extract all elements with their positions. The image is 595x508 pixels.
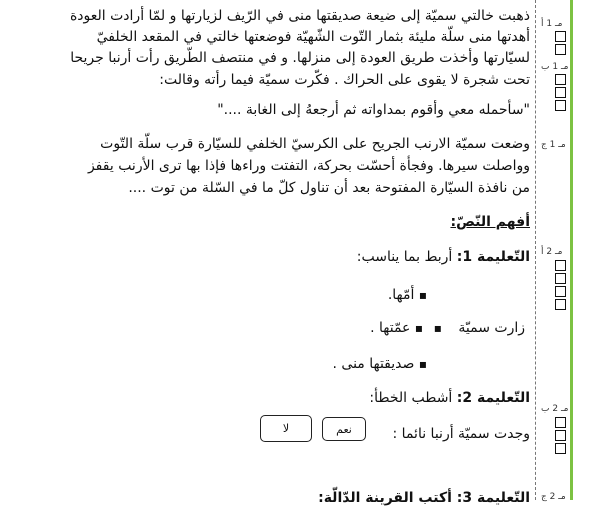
match-option-3[interactable] bbox=[333, 354, 428, 374]
passage-line: تحت شجرة لا يقوى على الحراك . فكّرت سميّة فيما رأته وقالت: bbox=[159, 72, 530, 88]
criterion-label-2b: مـ 2 ب bbox=[541, 404, 569, 414]
no-button[interactable]: لا bbox=[260, 415, 312, 442]
passage-line: من نافذة السيّارة المفتوحة بعد أن تناول كلّ ما في السّلة من توت .... bbox=[128, 180, 530, 196]
match-option-label: أمّها. bbox=[387, 287, 415, 303]
match-option-label: عمّتها . bbox=[370, 320, 411, 336]
criteria-divider bbox=[535, 0, 536, 500]
passage-line: أهدتها منى سلّة مليئة بثمار التّوت الشّهيّة فوضعتها خالتي في المقعد الخلفيّ bbox=[96, 29, 530, 45]
criterion-checkbox[interactable] bbox=[555, 443, 566, 454]
bullet-icon: ▪ bbox=[418, 357, 427, 371]
criterion-checkbox[interactable] bbox=[555, 31, 566, 42]
instruction-2 bbox=[369, 388, 530, 408]
instruction-2-label: التّعليمة 2: bbox=[456, 390, 530, 406]
passage-line: لسيّارتها وأخذت طريق العودة إلى منزلها. و في منتصف الطّريق رأت أرنبا جريحا bbox=[70, 50, 530, 66]
criterion-checkbox[interactable] bbox=[555, 260, 566, 271]
passage-quote: "سأحمله معي وأقوم بمداواته ثم أرجعهُ إلى الغابة ...." bbox=[217, 102, 530, 118]
passage-line: وضعت سميّة الارنب الجريح على الكرسيّ الخلفي للسيّارة قرب سلّة التّوت bbox=[100, 136, 530, 152]
criterion-checkbox[interactable] bbox=[555, 273, 566, 284]
instruction-2-text: أشطب الخطأ: bbox=[369, 390, 453, 406]
instruction-1-text: أربط بما يناسب: bbox=[356, 249, 453, 265]
criterion-label-1b: مـ 1 ب bbox=[541, 62, 569, 72]
criterion-label-1a: مـ 1 أ bbox=[541, 19, 563, 29]
match-option-label: صديقتها منى . bbox=[332, 356, 415, 372]
yes-button[interactable]: نعم bbox=[322, 417, 366, 441]
criterion-checkbox[interactable] bbox=[555, 74, 566, 85]
match-left-item[interactable] bbox=[434, 318, 525, 338]
passage-line: ذهبت خالتي سميّة إلى ضيعة صديقتها منى في الرّيف لزيارتها و لمّا أرادت العودة bbox=[69, 8, 530, 24]
passage-line: وواصلت سيرها. وفجأة أحسّت بحركة، التفتت وراءها فإذا بها ترى الأرنب يقفز bbox=[87, 158, 530, 174]
criterion-checkbox[interactable] bbox=[555, 286, 566, 297]
criterion-checkbox[interactable] bbox=[555, 299, 566, 310]
bullet-icon: ▪ bbox=[418, 288, 427, 302]
criterion-checkbox[interactable] bbox=[555, 430, 566, 441]
match-option-1[interactable] bbox=[388, 285, 427, 305]
statement-text: وجدت سميّة أرنبا نائما : bbox=[392, 426, 530, 442]
criterion-checkbox[interactable] bbox=[555, 100, 566, 111]
criterion-label-1c: مـ 1 ج bbox=[541, 140, 566, 150]
margin-green-line bbox=[570, 0, 573, 500]
instruction-1 bbox=[357, 247, 530, 267]
bullet-icon: ▪ bbox=[414, 321, 423, 335]
match-option-2[interactable] bbox=[370, 318, 423, 338]
criterion-checkbox[interactable] bbox=[555, 44, 566, 55]
criterion-checkbox[interactable] bbox=[555, 417, 566, 428]
instruction-1-label: التّعليمة 1: bbox=[456, 249, 530, 265]
match-left-label: زارت سميّة bbox=[458, 320, 525, 336]
instruction-3-partial: التّعليمة 3: أكتب القرينة الدّالّة: bbox=[318, 490, 530, 506]
criterion-label-2a: مـ 2 أ bbox=[541, 247, 563, 257]
section-title: أفهم النّصّ: bbox=[450, 214, 530, 230]
criterion-checkbox[interactable] bbox=[555, 87, 566, 98]
bullet-icon: ▪ bbox=[433, 321, 442, 335]
criterion-label-2c: مـ 2 ج bbox=[541, 492, 566, 502]
